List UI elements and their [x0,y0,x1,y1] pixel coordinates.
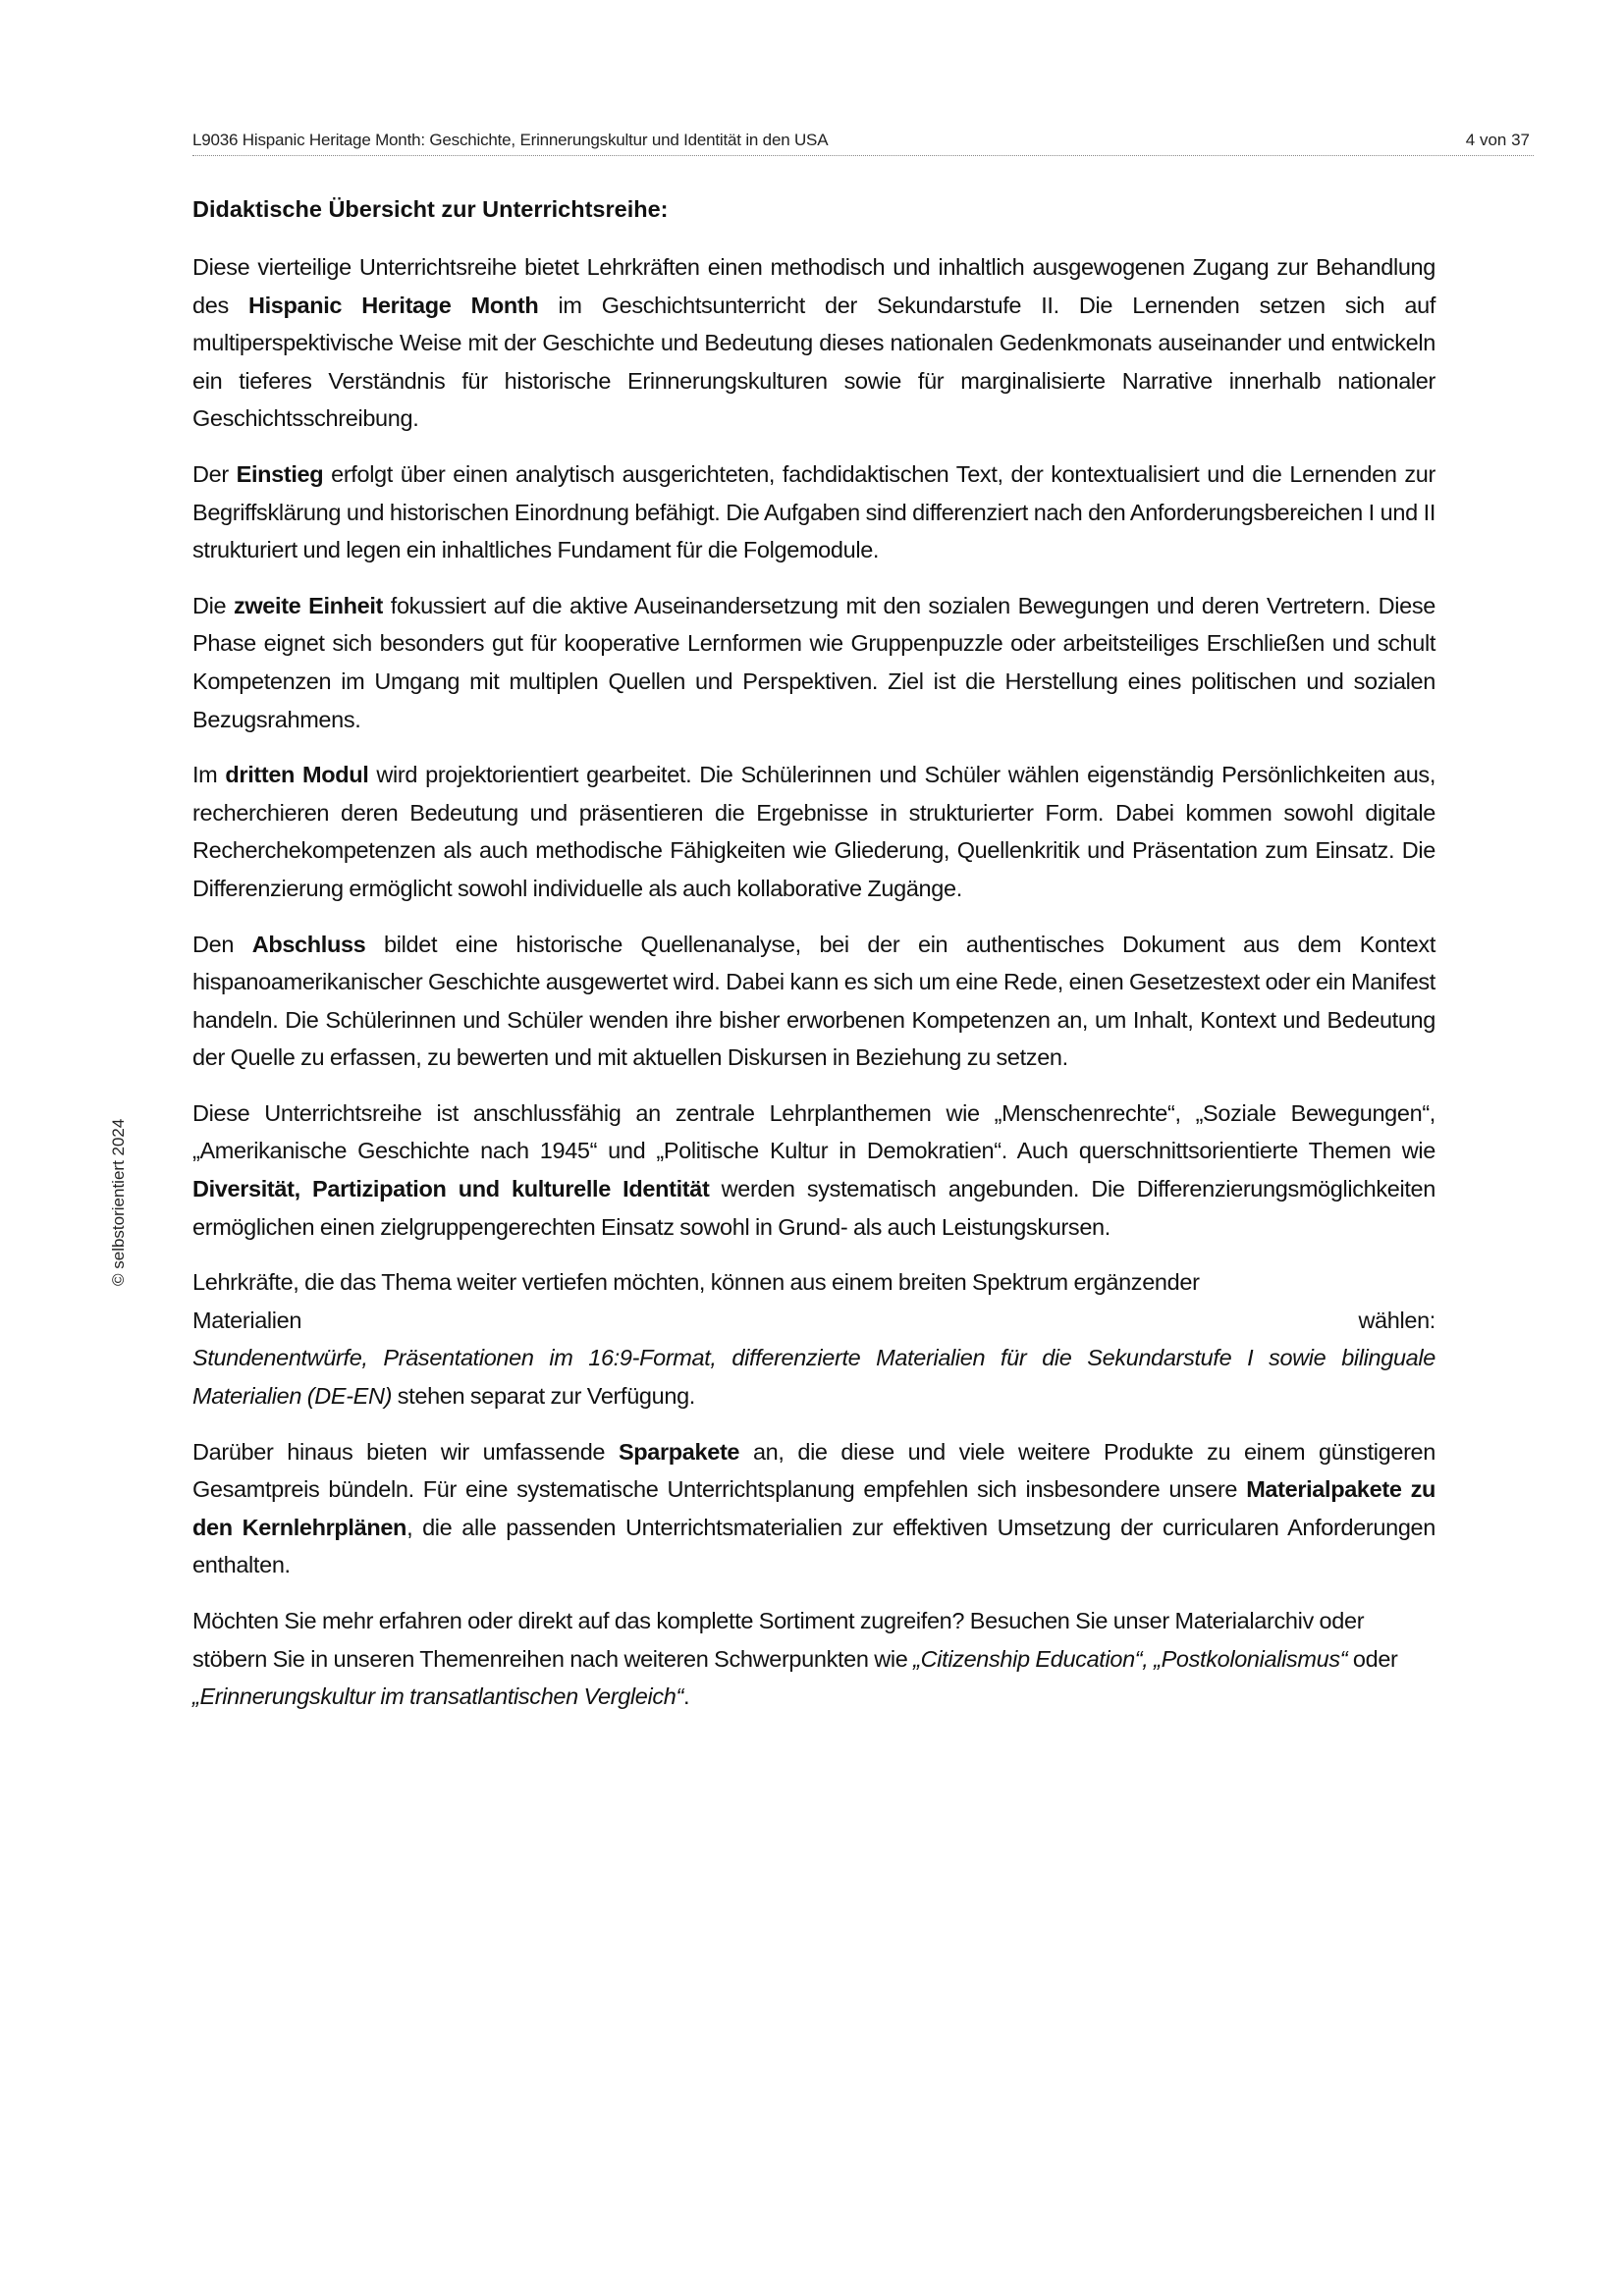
text-run: an, die diese und viele weitere Produkte zu einem günstigeren Gesamtpreis bündeln. Für eine systematische Unterrichtsplanung empfehlen sich insbesondere unsere [192,1438,1435,1503]
paragraph-abschluss [192,926,1435,1077]
paragraph-lehrplanbezug [192,1095,1435,1246]
bold-term: Abschluss [251,931,366,957]
bold-term: Sparpakete [618,1438,740,1465]
section-heading: Didaktische Übersicht zur Unterrichtsreihe: [192,196,669,222]
bold-term: Materialpakete zu den Kernlehrplänen [192,1476,1435,1540]
text-run: Im [192,762,226,788]
text-run: . [682,1683,690,1710]
bold-term: Einstieg [236,460,324,487]
text-run: Die [192,592,234,618]
text-run: Darüber hinaus bieten wir umfassende [192,1438,619,1465]
text-run: Diese vierteilige Unterrichtsreihe bietet Lehrkräften einen methodisch und inhaltlich ausgewogenen Zugang zur Behandlung des [192,254,1435,318]
justified-line [192,1302,1435,1340]
copyright-notice: © selbstorientiert 2024 [109,1118,128,1286]
text-run: Den [192,931,252,957]
bold-term: zweite Einheit [233,592,384,618]
paragraph-intro [192,248,1435,438]
text-run: werden systematisch angebunden. Die Differenzierungsmöglichkeiten ermöglichen einen zielgruppengerechten Einsatz sowohl in Grund- als auch Leistungskursen. [192,1176,1435,1240]
paragraph-drittes-modul [192,756,1435,907]
text-run: stehen separat zur Verfügung. [392,1383,695,1410]
text-run: Diese Unterrichtsreihe ist anschlussfähig an zentrale Lehrplanthemen wie „Menschenrechte“, „Soziale Bewegungen“, „Amerikanische Geschichte nach 1945“ und „Politische Kultur in Demokratien“. Auch querschnittsorientierte Themen wie [192,1099,1435,1164]
text-run: Lehrkräfte, die das Thema weiter vertiefen möchten, können aus einem breiten Spektrum ergänzender [192,1269,1200,1296]
document-title: L9036 Hispanic Heritage Month: Geschichte, Erinnerungskultur und Identität in den USA [192,131,829,149]
paragraph-einstieg [192,455,1435,569]
text-run: im Geschichtsunterricht der Sekundarstufe II. Die Lernenden setzen sich auf multiperspektivische Weise mit der Geschichte und Bedeutung dieses nationalen Gedenkmonats auseinander und entwickeln ein tieferes Verständnis für historische Erinnerungskulturen sowie für marginalisierte Narrative innerhalb nationaler Geschichtsschreibung. [192,292,1436,432]
bold-term: Diversität, Partizipation und kulturelle Identität [192,1176,710,1202]
text-run: oder [1347,1645,1398,1672]
text-run: Der [192,460,237,487]
text-run: bildet eine historische Quellenanalyse, bei der ein authentisches Dokument aus dem Kontext hispanoamerikanischer Geschichte ausgewertet wird. Dabei kann es sich um eine Rede, einen Gesetzestext oder ein Manifest handeln. Die Schülerinnen und Schüler wenden ihre bisher erworbenen Kompetenzen an, um Inhalt, Kontext und Bedeutung der Quelle zu erfassen, zu bewerten und mit aktuellen Diskursen in Beziehung zu setzen. [192,931,1435,1071]
text-run: Materialien [192,1307,302,1333]
text-run: Möchten Sie mehr erfahren oder direkt auf das komplette Sortiment zugreifen? Besuchen Sie unser Materialarchiv oder stöbern Sie in unseren Themenreihen nach weiteren Schwerpunkten wie [192,1608,1365,1672]
italic-topic: „Citizenship Education“, „Postkolonialismus“ [913,1645,1348,1672]
text-run: wird projektorientiert gearbeitet. Die Schülerinnen und Schüler wählen eigenständig Persönlichkeiten aus, recherchieren deren Bedeutung und präsentieren die Ergebnisse in strukturierter Form. Dabei kommen sowohl digitale Recherchekompetenzen als auch methodische Fähigkeiten wie Gliederung, Quellenkritik und Präsentation zum Einsatz. Die Differenzierung ermöglicht sowohl individuelle als auch kollaborative Zugänge. [192,762,1435,901]
page-indicator: 4 von 37 [1465,131,1530,149]
italic-material-list: Stundenentwürfe, Präsentationen im 16:9-Format, differenzierte Materialien für die Sekundarstufe I sowie bilinguale Materialien (DE-EN) [192,1345,1435,1410]
italic-topic: „Erinnerungskultur im transatlantischen Vergleich“ [192,1683,683,1710]
paragraph-zweite-einheit [192,587,1435,738]
document-body [192,190,1435,1734]
page-header [192,128,1534,156]
text-run: , die alle passenden Unterrichtsmaterialien zur effektiven Umsetzung der curricularen Anforderungen enthalten. [192,1514,1435,1578]
bold-term: Hispanic Heritage Month [247,292,539,318]
paragraph-sparpakete [192,1433,1435,1584]
paragraph-zusatzmaterialien [192,1263,1435,1415]
text-run: erfolgt über einen analytisch ausgerichteten, fachdidaktischen Text, der kontextualisiert und die Lernenden zur Begriffsklärung und historischen Einordnung befähigt. Die Aufgaben sind differenziert nach den Anforderungsbereichen I und II strukturiert und legen ein inhaltliches Fundament für die Folgemodule. [192,460,1436,563]
text-run: wählen: [1358,1307,1435,1333]
bold-term: dritten Modul [225,762,369,788]
paragraph-sortiment [192,1602,1435,1716]
text-run: fokussiert auf die aktive Auseinandersetzung mit den sozialen Bewegungen und deren Vertretern. Diese Phase eignet sich besonders gut für kooperative Lernformen wie Gruppenpuzzle oder arbeitsteiliges Erschließen und schult Kompetenzen im Umgang mit multiplen Quellen und Perspektiven. Ziel ist die Herstellung eines politischen und sozialen Bezugsrahmens. [192,592,1435,732]
